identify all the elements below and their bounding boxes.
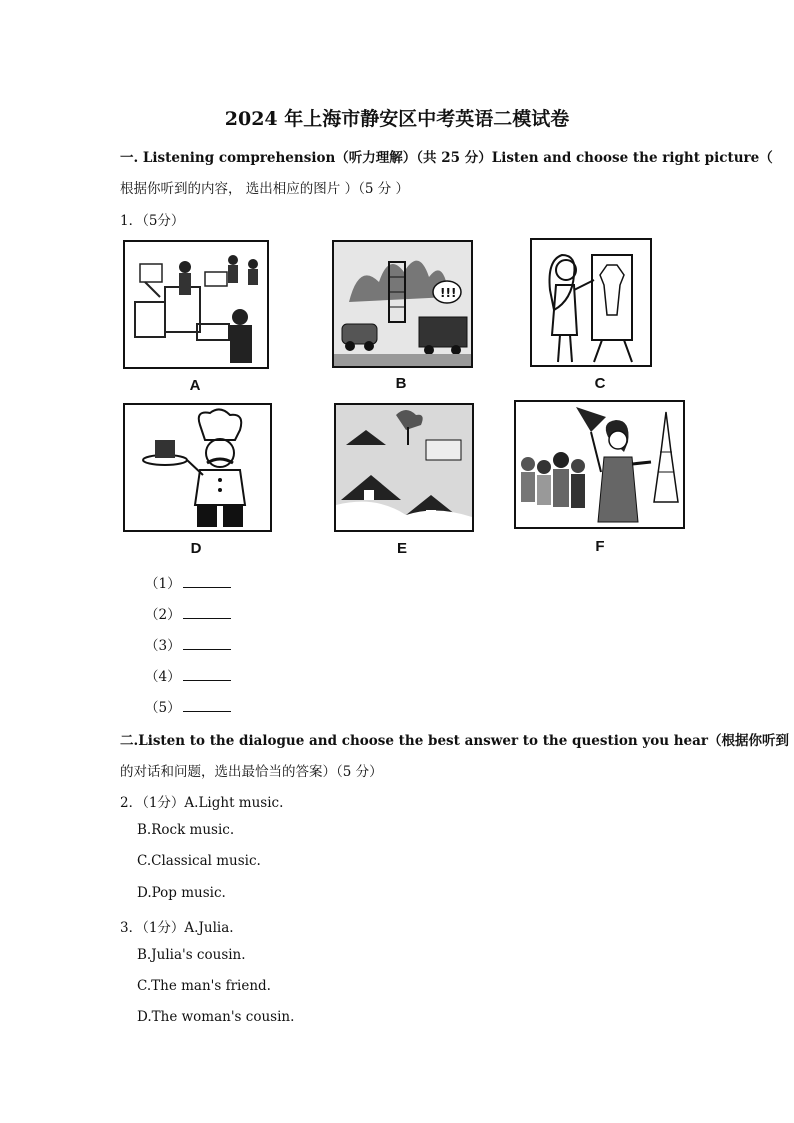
answer-blank-5 [145,696,231,716]
picture-e-label: E [396,540,407,557]
page-title: 2024 年上海市静安区中考英语二模试卷 [224,108,570,130]
answer-blank-1 [145,572,231,592]
answer-line[interactable] [183,606,231,619]
question-2-option-c: C.Classical music. [137,853,261,869]
picture-f [514,400,685,529]
answer-line[interactable] [183,637,231,650]
question-2-option-d: D.Pop music. [137,885,226,901]
chef-with-cake-picture [125,405,270,530]
blank-number: （3） [145,638,181,654]
question-3-option-b: B.Julia's cousin. [137,947,246,963]
picture-b-label: B [395,375,407,392]
picture-f-label: F [595,538,605,555]
picture-c-label: C [594,375,606,392]
answer-line[interactable] [183,699,231,712]
picture-b [332,240,473,368]
fire-accident-picture [334,242,471,366]
picture-c [530,238,652,367]
office-workers-picture [125,242,267,367]
question-1-label: 1．（5分） [120,213,185,229]
answer-blank-3 [145,634,231,654]
section1-heading-line2: 根据你听到的内容， 选出相应的图片 ）（5 分 ） [120,181,410,197]
question-2-stem: 2．（1分）A.Light music. [120,795,284,811]
svg-text:!!!: !!! [440,286,457,300]
question-3-stem: 3．（1分）A.Julia. [120,920,234,936]
answer-line[interactable] [183,575,231,588]
question-3-option-c: C.The man's friend. [137,978,271,994]
answer-line[interactable] [183,668,231,681]
blank-number: （4） [145,669,181,685]
section2-heading-line2: 的对话和问题，选出最恰当的答案）（5 分） [120,764,383,780]
picture-d-label: D [190,540,202,557]
question-2-option-b: B.Rock music. [137,822,235,838]
picture-a-label: A [189,377,201,394]
tour-guide-picture [516,402,683,527]
snowy-houses-picture [336,405,472,530]
question-3-option-d: D.The woman's cousin. [137,1009,295,1025]
answer-blank-4 [145,665,231,685]
picture-e [334,403,474,532]
answer-blank-2 [145,603,231,623]
blank-number: （1） [145,576,181,592]
girl-painting-picture [532,240,650,365]
picture-a [123,240,269,369]
blank-number: （5） [145,700,181,716]
section1-heading-line1: 一. Listening comprehension（听力理解）（共 25 分）Listen and choose the right picture（ [120,150,773,166]
blank-number: （2） [145,607,181,623]
section2-heading-line1: 二.Listen to the dialogue and choose the best answer to the question you hear（根据你听到 [120,733,789,749]
picture-d [123,403,272,532]
